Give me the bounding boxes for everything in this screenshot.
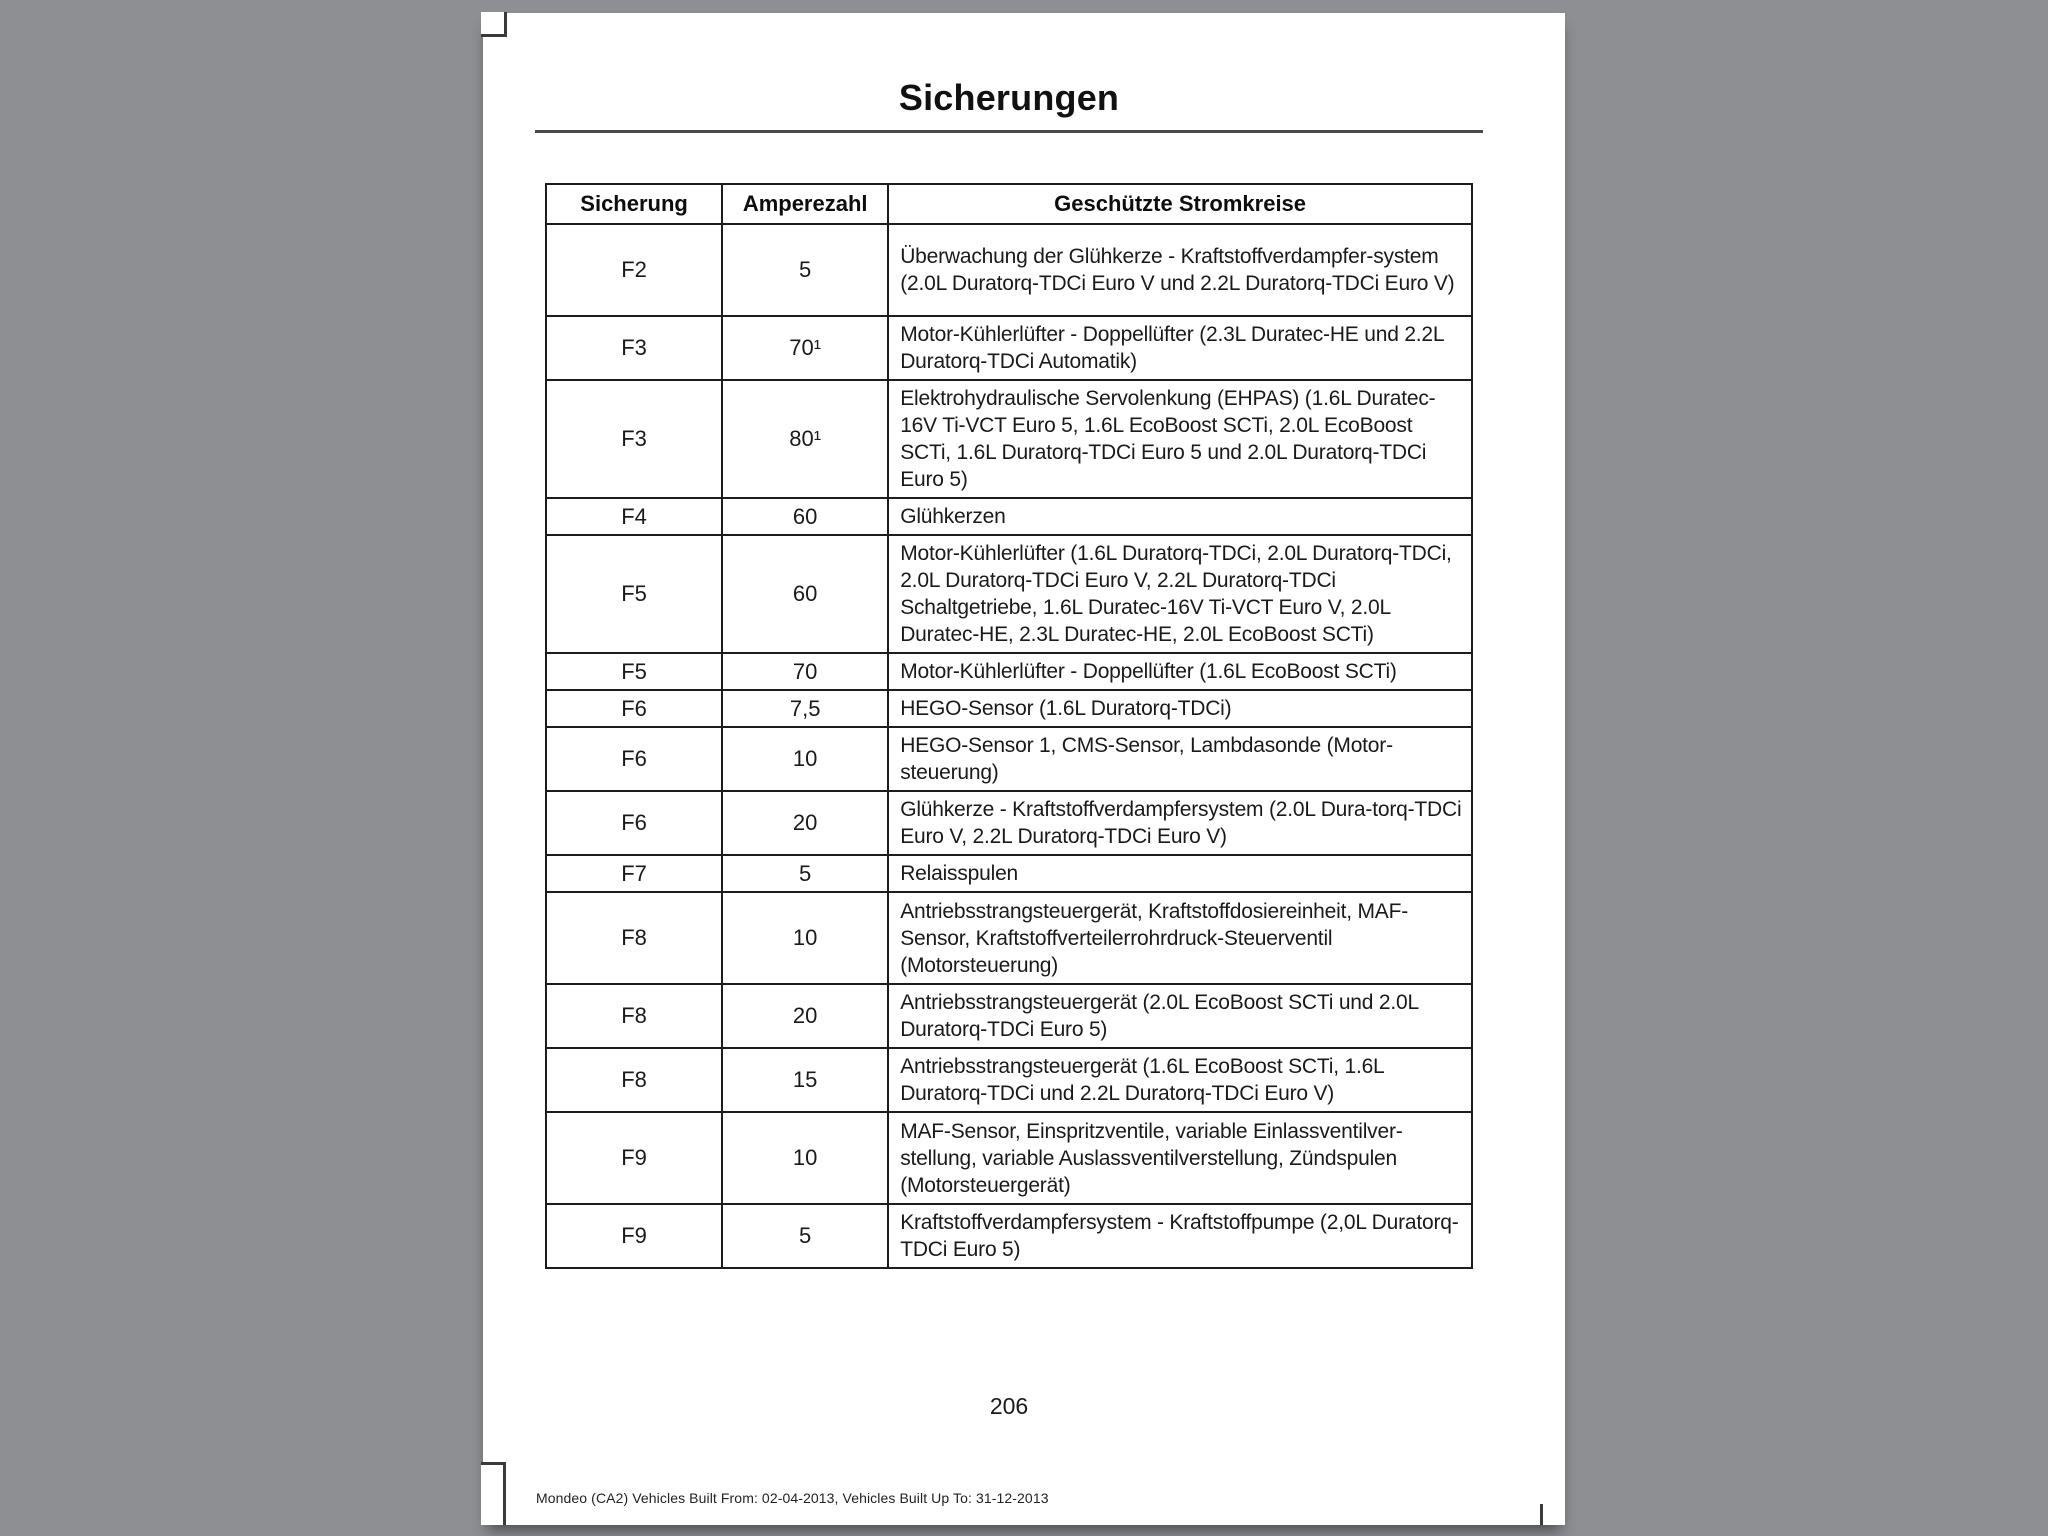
table-row [546,535,1472,653]
footer-note: Mondeo (CA2) Vehicles Built From: 02-04-2013, Vehicles Built Up To: 31-12-2013 [536,1490,1049,1506]
fuse-id-cell: F6 [546,791,722,855]
table-row [546,690,1472,727]
circuit-cell: Motor-Kühlerlüfter - Doppellüfter (2.3L Duratec-HE und 2.2L Duratorq-TDCi Automatik) [888,316,1472,380]
amperage-cell: 70 [722,653,888,690]
amperage-cell: 70¹ [722,316,888,380]
header-fuse: Sicherung [546,184,722,224]
fuse-id-cell: F4 [546,498,722,535]
circuit-cell: Motor-Kühlerlüfter (1.6L Duratorq-TDCi, 2.0L Duratorq-TDCi, 2.0L Duratorq-TDCi Euro V, 2.2L Duratorq-TDCi Schaltgetriebe, 1.6L Duratec-16V Ti-VCT Euro V, 2.0L Duratec-HE, 2.3L Duratec-HE, 2.0L EcoBoost SCTi) [888,535,1472,653]
circuit-cell: Antriebsstrangsteuergerät, Kraftstoffdosiereinheit, MAF-Sensor, Kraftstoffverteilerrohrdruck-Steuerventil (Motorsteuerung) [888,892,1472,984]
amperage-cell: 60 [722,498,888,535]
amperage-cell: 15 [722,1048,888,1112]
amperage-cell: 20 [722,791,888,855]
amperage-cell: 10 [722,892,888,984]
crop-mark-bottom-left [481,1462,506,1525]
amperage-cell: 7,5 [722,690,888,727]
amperage-cell: 10 [722,1112,888,1204]
table-row [546,224,1472,316]
page-number: 206 [989,1393,1029,1419]
table-row [546,498,1472,535]
circuit-cell: Glühkerzen [888,498,1472,535]
fuse-id-cell: F9 [546,1204,722,1268]
fuse-id-cell: F6 [546,727,722,791]
circuit-cell: Kraftstoffverdampfersystem - Kraftstoffpumpe (2,0L Duratorq-TDCi Euro 5) [888,1204,1472,1268]
circuit-cell: Elektrohydraulische Servolenkung (EHPAS) (1.6L Duratec-16V Ti-VCT Euro 5, 1.6L EcoBoost SCTi, 2.0L EcoBoost SCTi, 1.6L Duratorq-TDCi Euro 5 und 2.0L Duratorq-TDCi Euro 5) [888,380,1472,498]
amperage-cell: 80¹ [722,380,888,498]
circuit-cell: Antriebsstrangsteuergerät (2.0L EcoBoost SCTi und 2.0L Duratorq-TDCi Euro 5) [888,984,1472,1048]
table-row [546,984,1472,1048]
fuse-id-cell: F8 [546,1048,722,1112]
page-title: Sicherungen [898,77,1120,118]
fuse-id-cell: F8 [546,984,722,1048]
circuit-cell: Glühkerze - Kraftstoffverdampfersystem (2.0L Dura-torq-TDCi Euro V, 2.2L Duratorq-TDCi Euro V) [888,791,1472,855]
circuit-cell: HEGO-Sensor 1, CMS-Sensor, Lambdasonde (Motor-steuerung) [888,727,1472,791]
fuse-id-cell: F8 [546,892,722,984]
table-row [546,892,1472,984]
title-rule [535,130,1483,133]
fuse-id-cell: F6 [546,690,722,727]
header-amperage: Amperezahl [722,184,888,224]
table-row [546,380,1472,498]
table-row [546,791,1472,855]
amperage-cell: 60 [722,535,888,653]
fuse-id-cell: F3 [546,316,722,380]
fuse-id-cell: F9 [546,1112,722,1204]
fuse-table [545,183,1473,1269]
amperage-cell: 5 [722,1204,888,1268]
table-row [546,1112,1472,1204]
document-page [483,13,1565,1525]
table-row [546,653,1472,690]
table-header-row [546,184,1472,224]
crop-mark-top-left [481,12,507,37]
fuse-id-cell: F2 [546,224,722,316]
circuit-cell: HEGO-Sensor (1.6L Duratorq-TDCi) [888,690,1472,727]
fuse-id-cell: F5 [546,535,722,653]
circuit-cell: Überwachung der Glühkerze - Kraftstoffverdampfer-system (2.0L Duratorq-TDCi Euro V und 2.2L Duratorq-TDCi Euro V) [888,224,1472,316]
table-row [546,727,1472,791]
table-row [546,316,1472,380]
fuse-id-cell: F3 [546,380,722,498]
fuse-id-cell: F7 [546,855,722,892]
amperage-cell: 10 [722,727,888,791]
header-protected-circuits: Geschützte Stromkreise [888,184,1472,224]
amperage-cell: 5 [722,855,888,892]
amperage-cell: 20 [722,984,888,1048]
fuse-id-cell: F5 [546,653,722,690]
amperage-cell: 5 [722,224,888,316]
circuit-cell: Relaisspulen [888,855,1472,892]
crop-mark-bottom-right [1540,1504,1543,1525]
circuit-cell: Motor-Kühlerlüfter - Doppellüfter (1.6L EcoBoost SCTi) [888,653,1472,690]
circuit-cell: Antriebsstrangsteuergerät (1.6L EcoBoost SCTi, 1.6L Duratorq-TDCi und 2.2L Duratorq-TDCi Euro V) [888,1048,1472,1112]
table-row [546,855,1472,892]
table-row [546,1048,1472,1112]
table-row [546,1204,1472,1268]
circuit-cell: MAF-Sensor, Einspritzventile, variable Einlassventilver-stellung, variable Auslassventilverstellung, Zündspulen (Motorsteuergerät) [888,1112,1472,1204]
